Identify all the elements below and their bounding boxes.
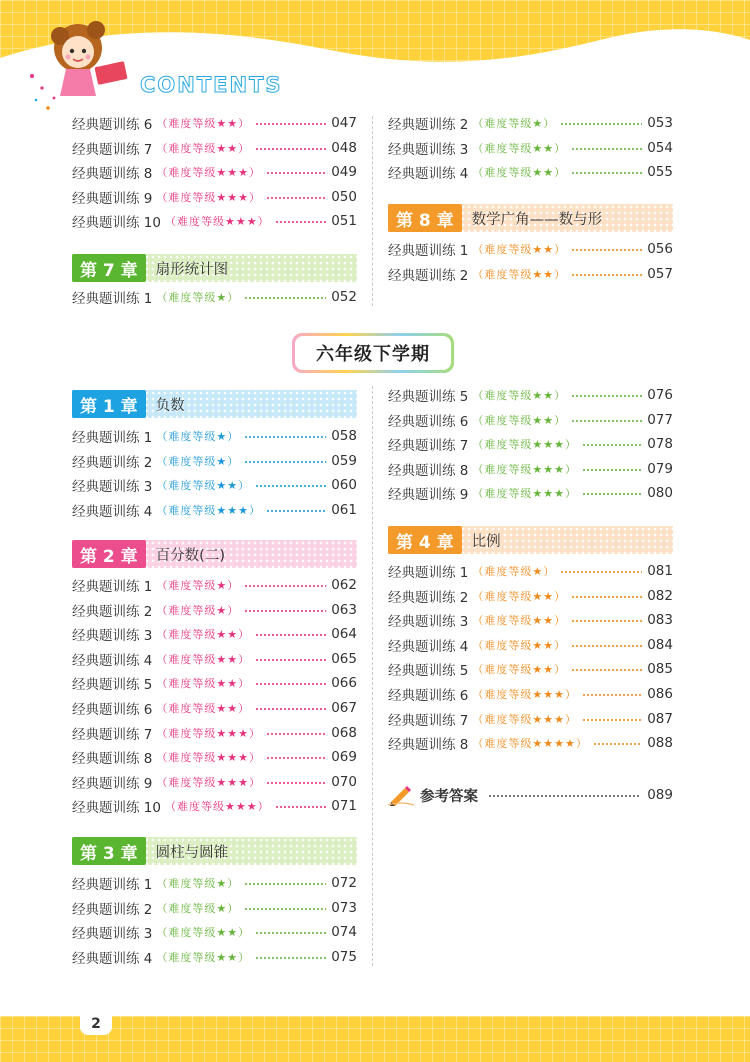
leader-dots <box>255 123 326 125</box>
entry-name: 经典题训练 3 <box>72 479 153 496</box>
leader-dots <box>255 634 326 636</box>
toc-entry[interactable] <box>72 697 357 719</box>
chapter-title: 负数 <box>155 397 185 414</box>
difficulty-level: （难度等级★★） <box>156 926 251 940</box>
entry-name: 经典题训练 2 <box>388 589 469 606</box>
page-number: 059 <box>331 452 357 469</box>
chapter-title: 百分数(二) <box>155 547 225 564</box>
difficulty-level: （难度等级★） <box>472 565 556 578</box>
leader-dots <box>571 274 642 276</box>
left-top-section <box>72 112 357 312</box>
entry-name: 经典题训练 1 <box>72 291 153 307</box>
entry-name: 经典题训练 5 <box>388 389 469 405</box>
leader-dots <box>244 585 326 587</box>
leader-dots <box>255 148 326 150</box>
page-number: 065 <box>331 650 357 667</box>
difficulty-level: （难度等级★★） <box>472 166 567 180</box>
page-number: 048 <box>331 139 357 156</box>
leader-dots <box>255 932 326 934</box>
page-number: 078 <box>647 436 673 453</box>
difficulty-level: （难度等级★★★★） <box>472 737 588 751</box>
difficulty-level: （难度等级★★） <box>472 141 567 155</box>
entry-name: 经典题训练 7 <box>388 438 469 455</box>
difficulty-level: （难度等级★） <box>472 117 556 130</box>
difficulty-level: （难度等级★★） <box>156 479 251 493</box>
page-number: 056 <box>647 241 673 257</box>
difficulty-level: （难度等级★★★） <box>472 712 577 726</box>
leader-dots <box>275 221 327 223</box>
page-number: 073 <box>331 899 357 916</box>
leader-dots <box>266 782 326 784</box>
chapter-3-header <box>72 837 357 865</box>
leader-dots <box>582 469 642 471</box>
toc-entry[interactable] <box>72 286 357 308</box>
difficulty-level: （难度等级★） <box>156 579 240 592</box>
page-number: 072 <box>331 875 357 891</box>
toc-entry[interactable] <box>72 137 357 159</box>
toc-entry[interactable] <box>72 425 357 447</box>
leader-dots <box>488 795 641 797</box>
page-number: 055 <box>647 164 673 181</box>
entry-name: 经典题训练 7 <box>72 726 153 743</box>
leader-dots <box>266 172 326 174</box>
toc-entry[interactable] <box>72 499 357 521</box>
entry-name: 经典题训练 4 <box>72 950 153 967</box>
entry-name: 经典题训练 4 <box>72 503 153 520</box>
page-number: 054 <box>647 139 673 156</box>
entry-name: 经典题训练 8 <box>388 737 469 754</box>
toc-entry[interactable] <box>72 795 357 817</box>
page-number: 064 <box>331 626 357 643</box>
page-number: 075 <box>331 948 357 965</box>
entry-name: 经典题训练 10 <box>72 215 161 232</box>
right-top-section <box>388 112 673 312</box>
page-number: 062 <box>331 577 357 593</box>
entry-name: 经典题训练 1 <box>72 579 153 595</box>
leader-dots <box>244 436 326 438</box>
entry-name: 经典题训练 10 <box>72 800 161 817</box>
chapter-badge: 第 4 章 <box>388 526 462 554</box>
difficulty-level: （难度等级★★★） <box>472 487 577 501</box>
chapter-badge: 第 8 章 <box>388 204 462 232</box>
toc-entry[interactable] <box>72 450 357 472</box>
page-number: 079 <box>647 460 673 477</box>
page-number: 088 <box>647 735 673 752</box>
leader-dots <box>244 610 326 612</box>
page-number: 068 <box>331 724 357 741</box>
chapter-badge: 第 3 章 <box>72 837 146 865</box>
difficulty-level: （难度等级★） <box>156 877 240 890</box>
chapter-2-header <box>72 540 357 568</box>
toc-entry[interactable] <box>388 708 673 730</box>
difficulty-level: （难度等级★★★） <box>472 688 577 701</box>
page-number: 077 <box>647 411 673 428</box>
entry-name: 经典题训练 4 <box>388 638 469 655</box>
chapter-badge: 第 7 章 <box>72 254 146 282</box>
leader-dots <box>266 757 326 759</box>
difficulty-level: （难度等级★★） <box>156 702 251 715</box>
leader-dots <box>571 645 642 647</box>
leader-dots <box>244 883 326 885</box>
chapter-1-header <box>72 390 357 418</box>
entry-name: 经典题训练 3 <box>72 926 153 943</box>
leader-dots <box>266 733 326 735</box>
difficulty-level: （难度等级★★★） <box>156 166 261 180</box>
page-number: 058 <box>331 428 357 444</box>
leader-dots <box>244 461 326 463</box>
page-number: 071 <box>331 798 357 815</box>
entry-name: 经典题训练 7 <box>388 712 469 729</box>
difficulty-level: （难度等级★★★） <box>164 215 270 229</box>
difficulty-level: （难度等级★） <box>156 603 240 617</box>
toc-entry[interactable] <box>72 574 357 596</box>
difficulty-level: （难度等级★★） <box>472 267 567 281</box>
semester-label: 六年级下学期 <box>295 336 451 370</box>
difficulty-level: （难度等级★） <box>156 291 240 304</box>
page-number: 084 <box>647 636 673 653</box>
difficulty-level: （难度等级★★★） <box>156 751 261 765</box>
page-number: 063 <box>331 601 357 618</box>
toc-entry[interactable] <box>72 210 357 232</box>
page-number: 050 <box>331 188 357 205</box>
toc-entry[interactable] <box>72 872 357 894</box>
semester-banner <box>292 333 454 373</box>
column-divider <box>372 116 373 306</box>
leader-dots <box>571 249 642 251</box>
page-number: 049 <box>331 164 357 181</box>
page-number: 053 <box>647 115 673 131</box>
entry-name: 经典题训练 1 <box>72 430 153 446</box>
leader-dots <box>244 908 326 910</box>
toc-entry[interactable] <box>388 609 673 631</box>
entry-name: 经典题训练 2 <box>388 267 469 284</box>
footer-band <box>0 1016 750 1062</box>
entry-name: 经典题训练 9 <box>72 190 153 207</box>
difficulty-level: （难度等级★） <box>156 901 240 915</box>
page-number: 061 <box>331 501 357 518</box>
page-number: 076 <box>647 387 673 403</box>
toc-entry[interactable] <box>72 474 357 496</box>
leader-dots <box>582 694 642 696</box>
difficulty-level: （难度等级★） <box>156 430 240 443</box>
toc-entry[interactable] <box>72 648 357 670</box>
toc-entry[interactable] <box>72 623 357 645</box>
chapter-title: 扇形统计图 <box>155 261 229 278</box>
toc-entry[interactable] <box>388 585 673 607</box>
leader-dots <box>560 571 642 573</box>
leader-dots <box>266 197 326 199</box>
chapter-title: 比例 <box>471 533 501 550</box>
toc-entry[interactable] <box>388 658 673 680</box>
leader-dots <box>560 123 642 125</box>
page-number: 057 <box>647 265 673 282</box>
chapter-8-header <box>388 204 673 232</box>
entry-name: 经典题训练 3 <box>388 614 469 631</box>
difficulty-level: （难度等级★★★） <box>156 190 261 204</box>
toc-entry[interactable] <box>388 458 673 480</box>
page-number: 070 <box>331 773 357 790</box>
entry-name: 经典题训练 9 <box>72 775 153 792</box>
entry-name: 经典题训练 3 <box>388 141 469 158</box>
leader-dots <box>571 420 642 422</box>
leader-dots <box>571 669 642 671</box>
leader-dots <box>244 297 326 299</box>
difficulty-level: （难度等级★★） <box>472 589 567 603</box>
entry-name: 经典题训练 2 <box>388 117 469 133</box>
right-bottom-section <box>388 384 673 804</box>
difficulty-level: （难度等级★★） <box>472 663 567 677</box>
toc-entry[interactable] <box>72 897 357 919</box>
leader-dots <box>255 708 326 710</box>
difficulty-level: （难度等级★★） <box>472 243 567 256</box>
entry-name: 经典题训练 2 <box>72 603 153 620</box>
leader-dots <box>571 172 642 174</box>
page-number: 052 <box>331 289 357 305</box>
toc-entry[interactable] <box>388 732 673 754</box>
chapter-title: 数学广角——数与形 <box>471 211 603 228</box>
entry-name: 经典题训练 6 <box>72 117 153 133</box>
toc-entry[interactable] <box>388 263 673 285</box>
page-number: 060 <box>331 477 357 494</box>
toc-entry[interactable] <box>388 634 673 656</box>
toc-entry[interactable] <box>388 683 673 705</box>
leader-dots <box>255 683 326 685</box>
toc-entry[interactable] <box>72 186 357 208</box>
toc-entry[interactable] <box>72 946 357 968</box>
entry-name: 经典题训练 4 <box>72 652 153 669</box>
page-number: 051 <box>331 213 357 230</box>
toc-entry[interactable] <box>72 921 357 943</box>
leader-dots <box>571 596 642 598</box>
entry-name: 经典题训练 5 <box>72 677 153 694</box>
leader-dots <box>266 510 326 512</box>
page-number: 087 <box>647 710 673 727</box>
toc-entry[interactable] <box>72 161 357 183</box>
contents-title: CONTENTS <box>140 73 283 97</box>
page-number: 083 <box>647 612 673 629</box>
difficulty-level: （难度等级★★） <box>156 677 251 691</box>
chapter-badge: 第 1 章 <box>72 390 146 418</box>
difficulty-level: （难度等级★★★） <box>156 503 261 517</box>
toc-entry[interactable] <box>388 409 673 431</box>
toc-entry[interactable] <box>388 137 673 159</box>
difficulty-level: （难度等级★★） <box>472 413 567 427</box>
page-number: 085 <box>647 661 673 678</box>
difficulty-level: （难度等级★★） <box>156 628 251 642</box>
difficulty-level: （难度等级★★★） <box>472 438 577 452</box>
difficulty-level: （难度等级★★） <box>156 141 251 155</box>
leader-dots <box>571 148 642 150</box>
leader-dots <box>571 395 642 397</box>
chapter-title: 圆柱与圆锥 <box>155 844 229 861</box>
toc-entry[interactable] <box>72 722 357 744</box>
page-number: 2 <box>80 1013 112 1035</box>
leader-dots <box>582 444 642 446</box>
difficulty-level: （难度等级★★★） <box>156 726 261 740</box>
page-number: 047 <box>331 115 357 131</box>
entry-name: 经典题训练 8 <box>72 751 153 768</box>
toc-entry[interactable] <box>388 384 673 406</box>
toc-entry[interactable] <box>72 112 357 134</box>
entry-name: 经典题训练 1 <box>72 877 153 893</box>
difficulty-level: （难度等级★★） <box>156 117 251 130</box>
leader-dots <box>255 659 326 661</box>
leader-dots <box>593 743 642 745</box>
page-number: 086 <box>647 686 673 702</box>
entry-name: 经典题训练 6 <box>388 688 469 704</box>
page-number: 080 <box>647 485 673 502</box>
leader-dots <box>275 806 327 808</box>
difficulty-level: （难度等级★★） <box>472 614 567 628</box>
pencil-icon <box>388 784 414 806</box>
difficulty-level: （难度等级★★） <box>156 652 251 666</box>
difficulty-level: （难度等级★） <box>156 454 240 468</box>
entry-name: 经典题训练 8 <box>388 462 469 479</box>
answers-label: 参考答案 <box>420 788 478 805</box>
entry-name: 经典题训练 7 <box>72 141 153 158</box>
entry-name: 经典题训练 1 <box>388 565 469 581</box>
difficulty-level: （难度等级★★） <box>472 638 567 652</box>
answers-entry[interactable] <box>388 783 673 807</box>
page-number: 082 <box>647 587 673 604</box>
toc-entry[interactable] <box>388 161 673 183</box>
toc-entry[interactable] <box>388 112 673 134</box>
chapter-7-header <box>72 254 357 282</box>
chapter-badge: 第 2 章 <box>72 540 146 568</box>
entry-name: 经典题训练 5 <box>388 663 469 680</box>
toc-entry[interactable] <box>72 746 357 768</box>
entry-name: 经典题训练 2 <box>72 454 153 471</box>
entry-name: 经典题训练 9 <box>388 487 469 504</box>
chapter-4-header <box>388 526 673 554</box>
leader-dots <box>571 620 642 622</box>
entry-name: 经典题训练 8 <box>72 166 153 183</box>
difficulty-level: （难度等级★★★） <box>164 800 270 814</box>
leader-dots <box>255 957 326 959</box>
sparkle-icon <box>26 66 86 116</box>
entry-name: 经典题训练 6 <box>72 702 153 718</box>
toc-entry[interactable] <box>72 599 357 621</box>
column-divider <box>372 386 373 966</box>
toc-entry[interactable] <box>72 771 357 793</box>
leader-dots <box>582 719 642 721</box>
entry-name: 经典题训练 6 <box>388 413 469 430</box>
entry-name: 经典题训练 3 <box>72 628 153 645</box>
difficulty-level: （难度等级★★★） <box>472 462 577 476</box>
page-number: 069 <box>331 749 357 766</box>
difficulty-level: （难度等级★★） <box>156 950 251 964</box>
toc-entry[interactable] <box>388 238 673 260</box>
difficulty-level: （难度等级★★） <box>472 389 567 402</box>
answers-page: 089 <box>647 787 673 803</box>
toc-entry[interactable] <box>388 560 673 582</box>
leader-dots <box>582 493 642 495</box>
page-number: 074 <box>331 924 357 941</box>
leader-dots <box>255 485 326 487</box>
page-number: 067 <box>331 700 357 716</box>
entry-name: 经典题训练 4 <box>388 166 469 183</box>
page-number: 081 <box>647 563 673 579</box>
difficulty-level: （难度等级★★★） <box>156 775 261 789</box>
left-bottom-section <box>72 390 357 980</box>
page-number: 066 <box>331 675 357 692</box>
toc-entry[interactable] <box>388 433 673 455</box>
toc-entry[interactable] <box>388 482 673 504</box>
entry-name: 经典题训练 2 <box>72 901 153 918</box>
entry-name: 经典题训练 1 <box>388 243 469 259</box>
toc-entry[interactable] <box>72 672 357 694</box>
